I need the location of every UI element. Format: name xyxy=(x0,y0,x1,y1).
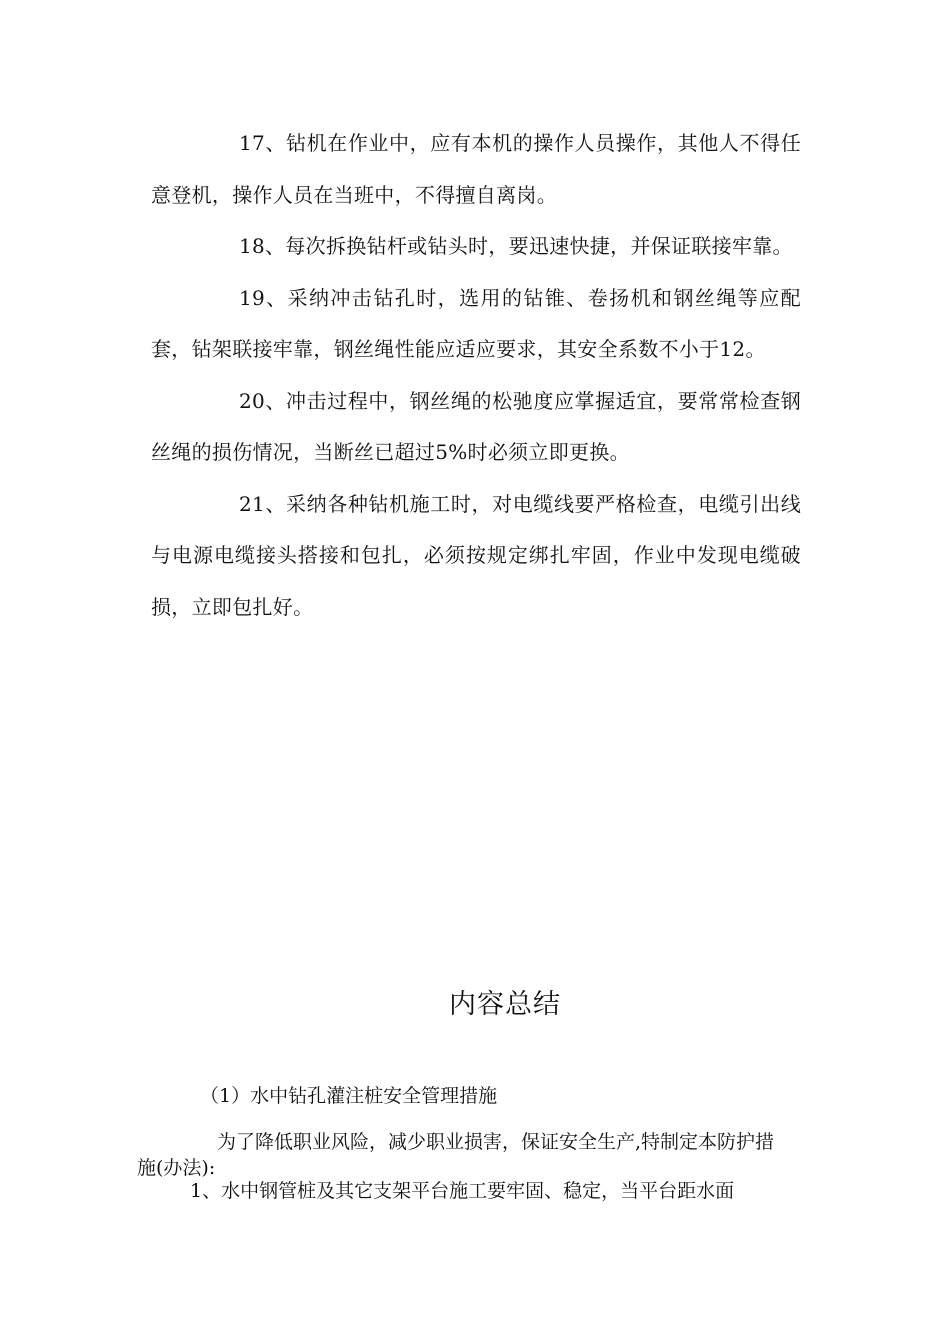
summary-heading: （1）水中钻孔灌注桩安全管理措施 xyxy=(200,1085,498,1107)
paragraph-21: 21、采纳各种钻机施工时，对电缆线要严格检查，电缆引出线与电源电缆接头搭接和包扎，必须按规定绑扎牢固，作业中发现电缆破损，立即包扎好。 xyxy=(151,491,801,619)
document-body xyxy=(151,118,801,633)
paragraph-17: 17、钻机在作业中，应有本机的操作人员操作，其他人不得任意登机，操作人员在当班中，不得擅自离岗。 xyxy=(151,131,801,207)
summary-item-1: 1、水中钢管桩及其它支架平台施工要牢固、稳定，当平台距水面 xyxy=(190,1180,735,1202)
paragraph-20: 20、冲击过程中，钢丝绳的松驰度应掌握适宜，要常常检查钢丝绳的损伤情况，当断丝已超过5%时必须立即更换。 xyxy=(151,388,801,464)
paragraph-18: 18、每次拆换钻杆或钻头时，要迅速快捷，并保证联接牢靠。 xyxy=(239,234,793,258)
summary-title: 内容总结 xyxy=(449,989,561,1020)
summary-intro: 为了降低职业风险，减少职业损害，保证安全生产,特制定本防护措施(办法): xyxy=(137,1131,775,1179)
paragraph-19: 19、采纳冲击钻孔时，选用的钻锥、卷扬机和钢丝绳等应配套，钻架联接牢靠，钢丝绳性能应适应要求，其安全系数不小于12。 xyxy=(151,285,801,361)
